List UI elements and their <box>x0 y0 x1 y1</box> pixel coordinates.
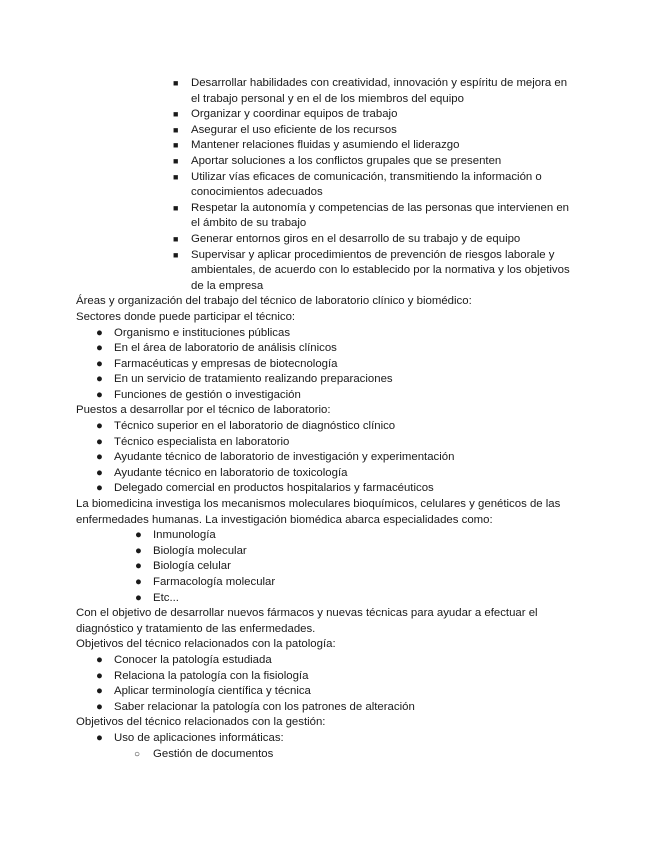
square-bullet-icon: ■ <box>173 155 179 166</box>
bullet-icon: ● <box>135 544 142 557</box>
list-item: ■ Organizar y coordinar equipos de trabajo <box>0 107 576 123</box>
bullet-icon: ● <box>96 653 103 666</box>
bullet-icon: ● <box>96 326 103 339</box>
sectores-heading: Sectores donde puede participar el técnico: <box>76 310 296 323</box>
bullet-icon: ● <box>96 357 103 370</box>
square-bullet-icon: ■ <box>173 202 179 213</box>
bullet-icon: ● <box>96 669 103 682</box>
bullet-icon: ● <box>96 685 103 698</box>
gestion-list <box>0 731 655 762</box>
gestion-heading: Objetivos del técnico relacionados con la gestión: <box>76 716 326 729</box>
list-item: ■ Respetar la autonomía y competencias de las personas que intervienen en el ámbito de su trabajo <box>173 201 570 230</box>
list-item: ● Conocer la patología estudiada <box>0 653 655 669</box>
list-item: ● Saber relacionar la patología con los patrones de alteración <box>0 700 655 716</box>
bullet-icon: ● <box>96 451 103 464</box>
list-item: ● Técnico superior en el laboratorio de diagnóstico clínico <box>0 419 655 435</box>
list-item: ● Funciones de gestión o investigación <box>0 388 655 404</box>
bullet-icon: ● <box>96 420 103 433</box>
list-item: ● Ayudante técnico en laboratorio de toxicología <box>0 466 655 482</box>
circle-bullet-icon: ○ <box>134 748 141 760</box>
bullet-icon: ● <box>96 482 103 495</box>
square-bullet-icon: ■ <box>173 140 179 151</box>
list-item: ● Ayudante técnico de laboratorio de investigación y experimentación <box>0 450 655 466</box>
square-bullet-icon: ■ <box>173 109 179 120</box>
patologia-list <box>0 653 655 715</box>
square-bullet-icon: ■ <box>173 124 179 135</box>
list-item: ● Biología celular <box>0 559 655 575</box>
bullet-icon: ● <box>96 466 103 479</box>
list-item: ● Relaciona la patología con la fisiología <box>0 669 655 685</box>
list-item: ● En el área de laboratorio de análisis clínicos <box>0 341 655 357</box>
objetivo-paragraph: Con el objetivo de desarrollar nuevos fármacos y nuevas técnicas para ayudar a efectuar el diagnóstico y tratamiento de las enfermedades. <box>76 607 538 635</box>
list-item: ● Etc... <box>0 591 655 607</box>
list-item: ● Farmacología molecular <box>0 575 655 591</box>
bullet-icon: ● <box>135 576 142 588</box>
list-item: ● Técnico especialista en laboratorio <box>0 435 655 451</box>
list-item: ■ Generar entornos giros en el desarrollo de su trabajo y de equipo <box>0 232 576 248</box>
list-item: ● Delegado comercial en productos hospitalarios y farmacéuticos <box>0 481 655 497</box>
list-item: ■ Asegurar el uso eficiente de los recursos <box>0 123 576 139</box>
areas-heading: Áreas y organización del trabajo del técnico de laboratorio clínico y biomédico: <box>76 295 472 308</box>
list-item: ● Biología molecular <box>0 544 655 560</box>
puestos-list <box>0 419 655 497</box>
bullet-icon: ● <box>135 529 142 542</box>
square-bullet-icon: ■ <box>173 78 179 88</box>
list-item: ● Aplicar terminología científica y técnica <box>0 684 655 700</box>
list-item: ■ Utilizar vías eficaces de comunicación, transmitiendo la información o conocimientos adecuados <box>173 170 542 199</box>
square-bullet-icon: ■ <box>173 171 179 182</box>
list-item: ■ Mantener relaciones fluidas y asumiendo el liderazgo <box>0 138 576 154</box>
square-bullet-icon: ■ <box>173 233 179 244</box>
biomedicina-paragraph: La biomedicina investiga los mecanismos moleculares bioquímicos, celulares y genéticos de las enfermedades humanas. La investigación biomédica abarca especialidades como: <box>76 498 561 526</box>
list-item: ● Organismo e instituciones públicas <box>0 326 655 342</box>
puestos-heading: Puestos a desarrollar por el técnico de laboratorio: <box>76 404 331 417</box>
list-item: ● En un servicio de tratamiento realizando preparaciones <box>0 372 655 388</box>
sub-list-item: ○ Gestión de documentos <box>0 747 655 763</box>
bullet-icon: ● <box>96 731 103 744</box>
list-item: ■ Desarrollar habilidades con creatividad, innovación y espíritu de mejora en el trabajo personal y en el de los miembros del equipo <box>173 77 568 105</box>
document-page <box>0 76 655 762</box>
bullet-icon: ● <box>96 388 103 401</box>
list-item: ● Farmacéuticas y empresas de biotecnología <box>0 357 655 373</box>
sectores-list <box>0 326 655 404</box>
bullet-icon: ● <box>96 700 103 713</box>
list-item: ● Uso de aplicaciones informáticas: <box>0 731 655 747</box>
square-bullet-icon: ■ <box>173 249 179 260</box>
especialidades-list <box>0 528 655 606</box>
list-item: ■ Supervisar y aplicar procedimientos de prevención de riesgos laborale y ambientales, de acuerdo con lo establecido por la normativa y los objetivos de la empresa <box>173 248 570 292</box>
bullet-icon: ● <box>135 560 142 573</box>
patologia-heading: Objetivos del técnico relacionados con la patología: <box>76 638 336 651</box>
bullet-icon: ● <box>96 435 103 448</box>
top-objectives-list <box>0 76 655 294</box>
bullet-icon: ● <box>96 373 103 386</box>
list-item: ● Inmunología <box>0 528 655 544</box>
bullet-icon: ● <box>96 342 103 355</box>
list-item: ■ Aportar soluciones a los conflictos grupales que se presenten <box>0 154 576 170</box>
bullet-icon: ● <box>135 591 142 604</box>
